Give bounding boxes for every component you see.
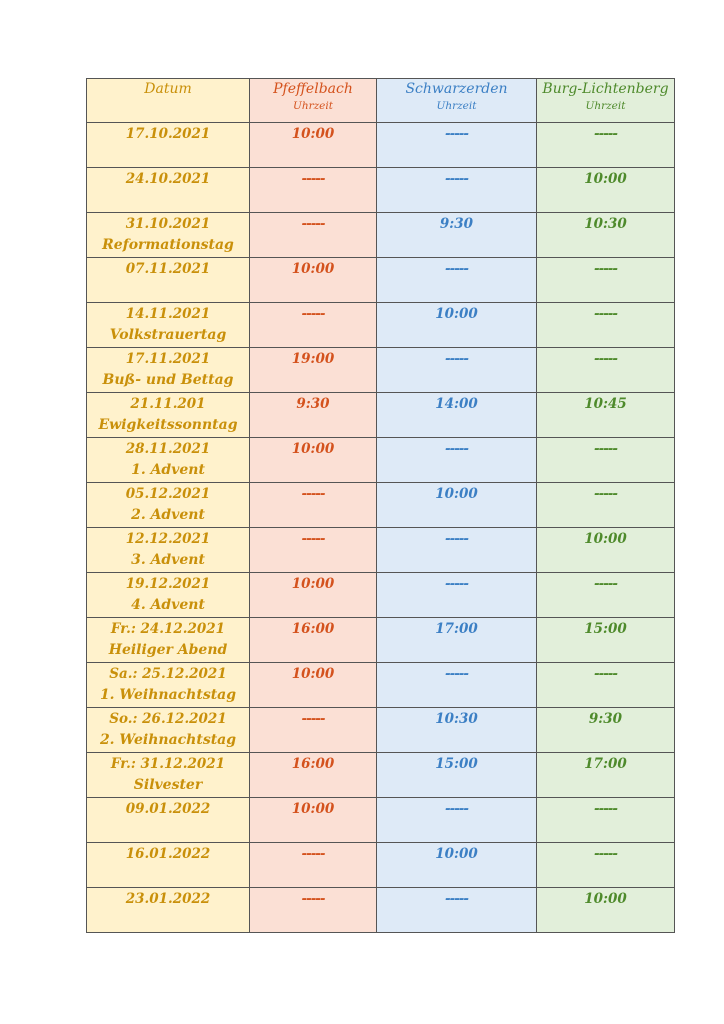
date-cell [87, 303, 250, 348]
date-cell [87, 708, 250, 753]
burg-lichtenberg-time-cell [537, 438, 675, 483]
date-note: 2. Weihnachtstag [99, 732, 237, 748]
burg-lichtenberg-time: ----- [593, 666, 617, 682]
date-value: So.: 26.12.2021 [109, 711, 227, 727]
date-note: Volkstrauertag [109, 327, 227, 343]
pfeffelbach-time: 10:00 [291, 441, 335, 457]
date-cell [87, 663, 250, 708]
date-value: 24.10.2021 [125, 171, 211, 187]
pfeffelbach-time-cell [250, 888, 377, 933]
date-cell [87, 123, 250, 168]
pfeffelbach-time: ----- [301, 486, 325, 502]
pfeffelbach-time-cell [250, 303, 377, 348]
header-pfeffelbach-sub: Uhrzeit [293, 100, 333, 112]
burg-lichtenberg-time-cell [537, 753, 675, 798]
service-schedule-table [86, 78, 675, 933]
burg-lichtenberg-time: ----- [593, 126, 617, 142]
table-row [87, 843, 675, 888]
table-row [87, 123, 675, 168]
burg-lichtenberg-time-cell [537, 483, 675, 528]
date-cell [87, 483, 250, 528]
schwarzerden-time-cell [377, 798, 537, 843]
date-note: Buß- und Bettag [102, 372, 234, 388]
schwarzerden-time: 15:00 [435, 756, 478, 772]
burg-lichtenberg-time: ----- [593, 801, 617, 817]
date-cell [87, 573, 250, 618]
burg-lichtenberg-time-cell [537, 258, 675, 303]
schwarzerden-time: 17:00 [435, 621, 478, 637]
table-row [87, 483, 675, 528]
schedule-body [87, 123, 675, 933]
pfeffelbach-time-cell [250, 123, 377, 168]
burg-lichtenberg-time-cell [537, 708, 675, 753]
pfeffelbach-time: ----- [301, 216, 325, 232]
schwarzerden-time-cell [377, 843, 537, 888]
burg-lichtenberg-time: 10:00 [584, 891, 627, 907]
schwarzerden-time: ----- [444, 576, 468, 592]
header-schwarzerden-label: Schwarzerden [405, 81, 508, 97]
schwarzerden-time-cell [377, 438, 537, 483]
burg-lichtenberg-time-cell [537, 888, 675, 933]
date-value: 28.11.2021 [125, 441, 211, 457]
burg-lichtenberg-time: 10:30 [584, 216, 627, 232]
burg-lichtenberg-time-cell [537, 663, 675, 708]
pfeffelbach-time-cell [250, 168, 377, 213]
schwarzerden-time-cell [377, 483, 537, 528]
date-value: 31.10.2021 [125, 216, 211, 232]
pfeffelbach-time-cell [250, 708, 377, 753]
burg-lichtenberg-time-cell [537, 573, 675, 618]
pfeffelbach-time: ----- [301, 171, 325, 187]
table-row [87, 213, 675, 258]
schwarzerden-time-cell [377, 393, 537, 438]
schwarzerden-time-cell [377, 708, 537, 753]
date-note: 3. Advent [131, 552, 205, 568]
pfeffelbach-time: ----- [301, 711, 325, 727]
date-value: 12.12.2021 [125, 531, 211, 547]
header-schwarzerden [377, 79, 537, 123]
date-note: 4. Advent [131, 597, 205, 613]
date-value: Fr.: 31.12.2021 [110, 756, 226, 772]
schwarzerden-time-cell [377, 528, 537, 573]
schwarzerden-time: ----- [444, 351, 468, 367]
burg-lichtenberg-time-cell [537, 213, 675, 258]
pfeffelbach-time-cell [250, 483, 377, 528]
date-cell [87, 798, 250, 843]
burg-lichtenberg-time: 10:45 [584, 396, 627, 412]
pfeffelbach-time-cell [250, 798, 377, 843]
table-row [87, 753, 675, 798]
burg-lichtenberg-time-cell [537, 528, 675, 573]
burg-lichtenberg-time: 10:00 [584, 171, 627, 187]
schwarzerden-time: ----- [444, 801, 468, 817]
header-date [87, 79, 250, 123]
table-row [87, 573, 675, 618]
table-row [87, 258, 675, 303]
pfeffelbach-time-cell [250, 393, 377, 438]
schwarzerden-time: 14:00 [435, 396, 478, 412]
date-cell [87, 843, 250, 888]
date-cell [87, 393, 250, 438]
pfeffelbach-time: ----- [301, 306, 325, 322]
table-row [87, 708, 675, 753]
date-value: 09.01.2022 [125, 801, 211, 817]
table-row [87, 528, 675, 573]
burg-lichtenberg-time: ----- [593, 261, 617, 277]
date-cell [87, 258, 250, 303]
schwarzerden-time-cell [377, 348, 537, 393]
date-cell [87, 438, 250, 483]
table-row [87, 393, 675, 438]
schwarzerden-time-cell [377, 753, 537, 798]
pfeffelbach-time: 9:30 [296, 396, 330, 412]
schwarzerden-time: 10:00 [435, 306, 478, 322]
pfeffelbach-time-cell [250, 348, 377, 393]
pfeffelbach-time-cell [250, 438, 377, 483]
schwarzerden-time: ----- [444, 441, 468, 457]
schwarzerden-time-cell [377, 618, 537, 663]
schwarzerden-time: ----- [444, 261, 468, 277]
burg-lichtenberg-time: ----- [593, 486, 617, 502]
pfeffelbach-time: ----- [301, 891, 325, 907]
table-row [87, 168, 675, 213]
date-cell [87, 753, 250, 798]
header-schwarzerden-sub: Uhrzeit [436, 100, 477, 112]
schwarzerden-time-cell [377, 258, 537, 303]
date-cell [87, 618, 250, 663]
date-value: 23.01.2022 [125, 891, 211, 907]
date-value: Sa.: 25.12.2021 [109, 666, 227, 682]
burg-lichtenberg-time: ----- [593, 306, 617, 322]
table-row [87, 888, 675, 933]
date-value: 17.11.2021 [125, 351, 211, 367]
pfeffelbach-time-cell [250, 618, 377, 663]
burg-lichtenberg-time: ----- [593, 441, 617, 457]
pfeffelbach-time-cell [250, 258, 377, 303]
burg-lichtenberg-time: ----- [593, 576, 617, 592]
date-value: 16.01.2022 [125, 846, 211, 862]
date-cell [87, 528, 250, 573]
burg-lichtenberg-time-cell [537, 123, 675, 168]
header-date-label: Datum [144, 81, 192, 97]
schwarzerden-time: 10:00 [435, 486, 478, 502]
pfeffelbach-time: ----- [301, 846, 325, 862]
pfeffelbach-time: 19:00 [291, 351, 335, 367]
table-row [87, 618, 675, 663]
burg-lichtenberg-time-cell [537, 348, 675, 393]
header-pfeffelbach [250, 79, 377, 123]
pfeffelbach-time: 16:00 [291, 621, 335, 637]
date-note: Silvester [133, 777, 203, 793]
schwarzerden-time: ----- [444, 171, 468, 187]
burg-lichtenberg-time: 9:30 [588, 711, 623, 727]
burg-lichtenberg-time-cell [537, 393, 675, 438]
table-row [87, 348, 675, 393]
header-burg-sub: Uhrzeit [585, 100, 626, 112]
burg-lichtenberg-time: ----- [593, 846, 617, 862]
date-value: 21.11.201 [130, 396, 206, 412]
burg-lichtenberg-time: 10:00 [584, 531, 627, 547]
schwarzerden-time-cell [377, 888, 537, 933]
schwarzerden-time-cell [377, 168, 537, 213]
pfeffelbach-time: 10:00 [291, 576, 335, 592]
date-note: Ewigkeitssonntag [98, 417, 238, 433]
pfeffelbach-time: 10:00 [291, 261, 335, 277]
burg-lichtenberg-time-cell [537, 843, 675, 888]
date-value: 05.12.2021 [125, 486, 211, 502]
burg-lichtenberg-time-cell [537, 303, 675, 348]
header-burg-lichtenberg [537, 79, 675, 123]
burg-lichtenberg-time: 17:00 [584, 756, 627, 772]
burg-lichtenberg-time-cell [537, 798, 675, 843]
date-value: Fr.: 24.12.2021 [110, 621, 226, 637]
date-cell [87, 888, 250, 933]
date-cell [87, 213, 250, 258]
burg-lichtenberg-time: 15:00 [584, 621, 627, 637]
pfeffelbach-time-cell [250, 213, 377, 258]
header-row [87, 79, 675, 123]
date-cell [87, 168, 250, 213]
date-cell [87, 348, 250, 393]
date-note: 1. Advent [131, 462, 205, 478]
schwarzerden-time-cell [377, 213, 537, 258]
date-value: 14.11.2021 [125, 306, 211, 322]
header-pfeffelbach-label: Pfeffelbach [273, 81, 353, 97]
pfeffelbach-time-cell [250, 843, 377, 888]
table-row [87, 303, 675, 348]
schwarzerden-time: ----- [444, 891, 468, 907]
schwarzerden-time: ----- [444, 666, 468, 682]
schwarzerden-time: ----- [444, 126, 468, 142]
schwarzerden-time: 9:30 [439, 216, 474, 232]
schwarzerden-time-cell [377, 303, 537, 348]
pfeffelbach-time: 10:00 [291, 126, 335, 142]
schwarzerden-time-cell [377, 573, 537, 618]
header-burg-label: Burg-Lichtenberg [542, 81, 669, 97]
schwarzerden-time: 10:30 [435, 711, 478, 727]
schwarzerden-time: ----- [444, 531, 468, 547]
pfeffelbach-time: 16:00 [291, 756, 335, 772]
pfeffelbach-time-cell [250, 753, 377, 798]
burg-lichtenberg-time-cell [537, 168, 675, 213]
pfeffelbach-time-cell [250, 663, 377, 708]
schwarzerden-time: 10:00 [435, 846, 478, 862]
pfeffelbach-time: 10:00 [291, 801, 335, 817]
pfeffelbach-time: ----- [301, 531, 325, 547]
date-note: 1. Weihnachtstag [99, 687, 237, 703]
table-row [87, 798, 675, 843]
table-row [87, 438, 675, 483]
table-row [87, 663, 675, 708]
date-value: 17.10.2021 [125, 126, 211, 142]
pfeffelbach-time-cell [250, 573, 377, 618]
pfeffelbach-time: 10:00 [291, 666, 335, 682]
burg-lichtenberg-time: ----- [593, 351, 617, 367]
date-note: Reformationstag [102, 237, 234, 253]
pfeffelbach-time-cell [250, 528, 377, 573]
date-note: 2. Advent [131, 507, 205, 523]
date-note: Heiliger Abend [108, 642, 228, 658]
schwarzerden-time-cell [377, 663, 537, 708]
date-value: 07.11.2021 [125, 261, 211, 277]
date-value: 19.12.2021 [125, 576, 211, 592]
schwarzerden-time-cell [377, 123, 537, 168]
burg-lichtenberg-time-cell [537, 618, 675, 663]
